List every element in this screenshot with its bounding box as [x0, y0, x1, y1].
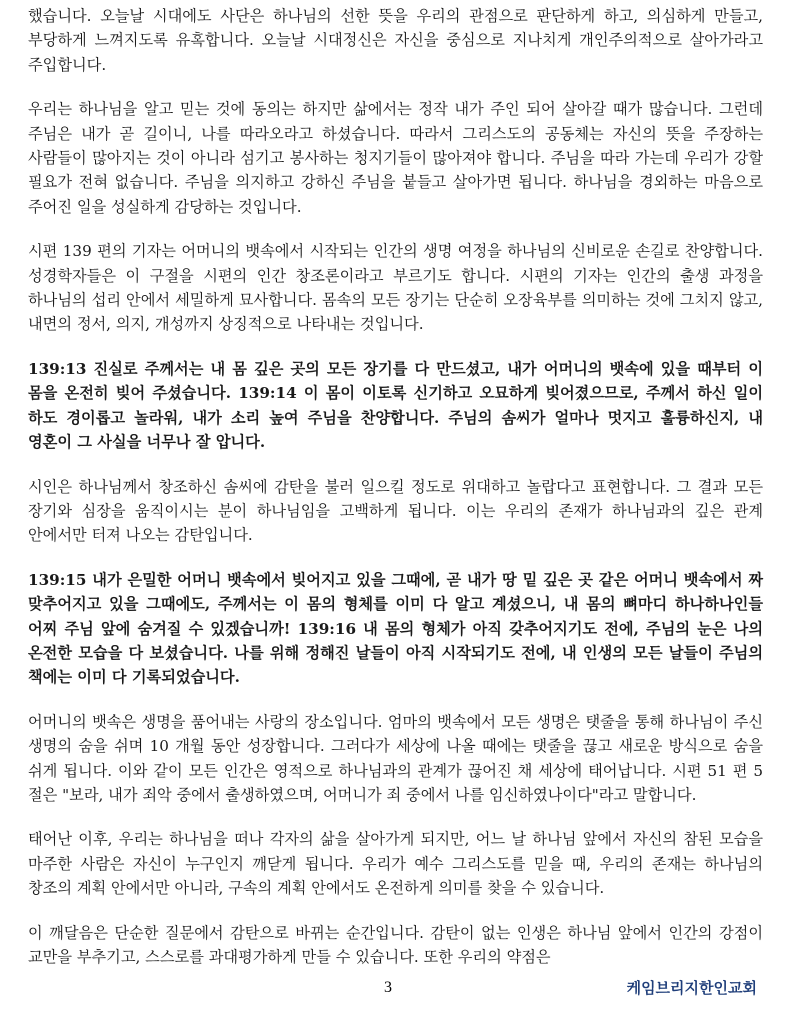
page-footer: [0, 975, 791, 1005]
paragraph-2: 우리는 하나님을 알고 믿는 것에 동의는 하지만 삶에서는 정작 내가 주인 되어 살아갈 때가 많습니다. 그런데 주님은 내가 곧 길이니, 나를 따라오라고 하셨습니다. 따라서 그리스도의 공동체는 자신의 뜻을 주장하는 사람들이 많아지는 것이 아니라 섬기고 봉사하는 청지기들이 많아져야 합니다. 주님을 따라 가는데 우리가 강할 필요가 전혀 없습니다. 주님을 의지하고 강하신 주님을 붙들고 살아가면 됩니다. 하나님을 경외하는 마음으로 주어진 일을 성실하게 감당하는 것입니다.: [28, 100, 763, 216]
scripture-quote-139-15-16: 139:15 내가 은밀한 어머니 뱃속에서 빚어지고 있을 그때에, 곧 내가 땅 밑 깊은 곳 같은 어머니 뱃속에서 짜 맞추어지고 있을 그때에도, 주께서는 이 몸의 형체를 이미 다 알고 계셨으니, 내 몸의 뼈마디 하나하나인들 어찌 주님 앞에 숨겨질 수 있겠습니까! 139:16 내 몸의 형체가 아직 갖추어지기도 전에, 주님의 눈은 나의 온전한 모습을 다 보셨습니다. 나를 위해 정해진 날들이 아직 시작되기도 전에, 내 인생의 모든 날들이 주님의 책에는 이미 다 기록되었습니다.: [28, 570, 763, 687]
paragraph-5: 시인은 하나님께서 창조하신 솜씨에 감탄을 불러 일으킬 정도로 위대하고 놀랍다고 표현합니다. 그 결과 모든 장기와 심장을 움직이시는 분이 하나님임을 고백하게 됩니다. 이는 우리의 존재가 하나님과의 깊은 관계 안에서만 터져 나오는 감탄입니다.: [28, 477, 763, 545]
page-number: 3: [384, 979, 392, 996]
paragraph-7: 어머니의 뱃속은 생명을 품어내는 사랑의 장소입니다. 엄마의 뱃속에서 모든 생명은 탯줄을 통해 하나님이 주신 생명의 숨을 쉬며 10 개월 동안 성장합니다. 그러다가 세상에 나올 때에는 탯줄을 끊고 새로운 방식으로 숨을 쉬게 됩니다. 이와 같이 모든 인간은 영적으로 하나님과의 관계가 끊어진 채 세상에 태어납니다. 시편 51 편 5 절은 "보라, 내가 죄악 중에서 출생하였으며, 어머니가 죄 중에서 나를 임신하였나이다"라고 말합니다.: [28, 712, 763, 804]
paragraph-1: 했습니다. 오늘날 시대에도 사단은 하나님의 선한 뜻을 우리의 관점으로 판단하게 하고, 의심하게 만들고, 부당하게 느껴지도록 유혹합니다. 오늘날 시대정신은 자신을 중심으로 지나치게 개인주의적으로 살아가라고 주입합니다.: [28, 7, 763, 74]
paragraph-8: 태어난 이후, 우리는 하나님을 떠나 각자의 삶을 살아가게 되지만, 어느 날 하나님 앞에서 자신의 참된 모습을 마주한 사람은 자신이 누구인지 깨닫게 됩니다. 우리가 예수 그리스도를 믿을 때, 우리의 존재는 하나님의 창조의 계획 안에서만 아니라, 구속의 계획 안에서도 온전하게 의미를 찾을 수 있습니다.: [28, 830, 763, 898]
document-body: [28, 4, 763, 989]
scripture-quote-139-13-14: 139:13 진실로 주께서는 내 몸 깊은 곳의 모든 장기를 다 만드셨고, 내가 어머니의 뱃속에 있을 때부터 이 몸을 온전히 빚어 주셨습니다. 139:14 이 몸이 이토록 신기하고 오묘하게 빚어졌으므로, 주께서 하신 일이 하도 경이롭고 놀라워, 내가 소리 높여 주님을 찬양합니다. 주님의 솜씨가 얼마나 멋지고 훌륭하신지, 내 영혼이 그 사실을 너무나 잘 압니다.: [28, 359, 763, 452]
paragraph-9: 이 깨달음은 단순한 질문에서 감탄으로 바뀌는 순간입니다. 감탄이 없는 인생은 하나님 앞에서 인간의 강점이 교만을 부추기고, 스스로를 과대평가하게 만들 수 있습니다. 또한 우리의 약점은: [28, 923, 763, 966]
paragraph-3: 시편 139 편의 기자는 어머니의 뱃속에서 시작되는 인간의 생명 여정을 하나님의 신비로운 손길로 찬양합니다. 성경학자들은 이 구절을 시편의 인간 창조론이라고 부르기도 합니다. 시편의 기자는 인간의 출생 과정을 하나님의 섭리 안에서 세밀하게 묘사합니다. 몸속의 모든 장기는 단순히 오장육부를 의미하는 것에 그치지 않고, 내면의 정서, 의지, 개성까지 상징적으로 나타내는 것입니다.: [28, 242, 763, 334]
church-name: 케임브리지한인교회: [626, 979, 757, 997]
